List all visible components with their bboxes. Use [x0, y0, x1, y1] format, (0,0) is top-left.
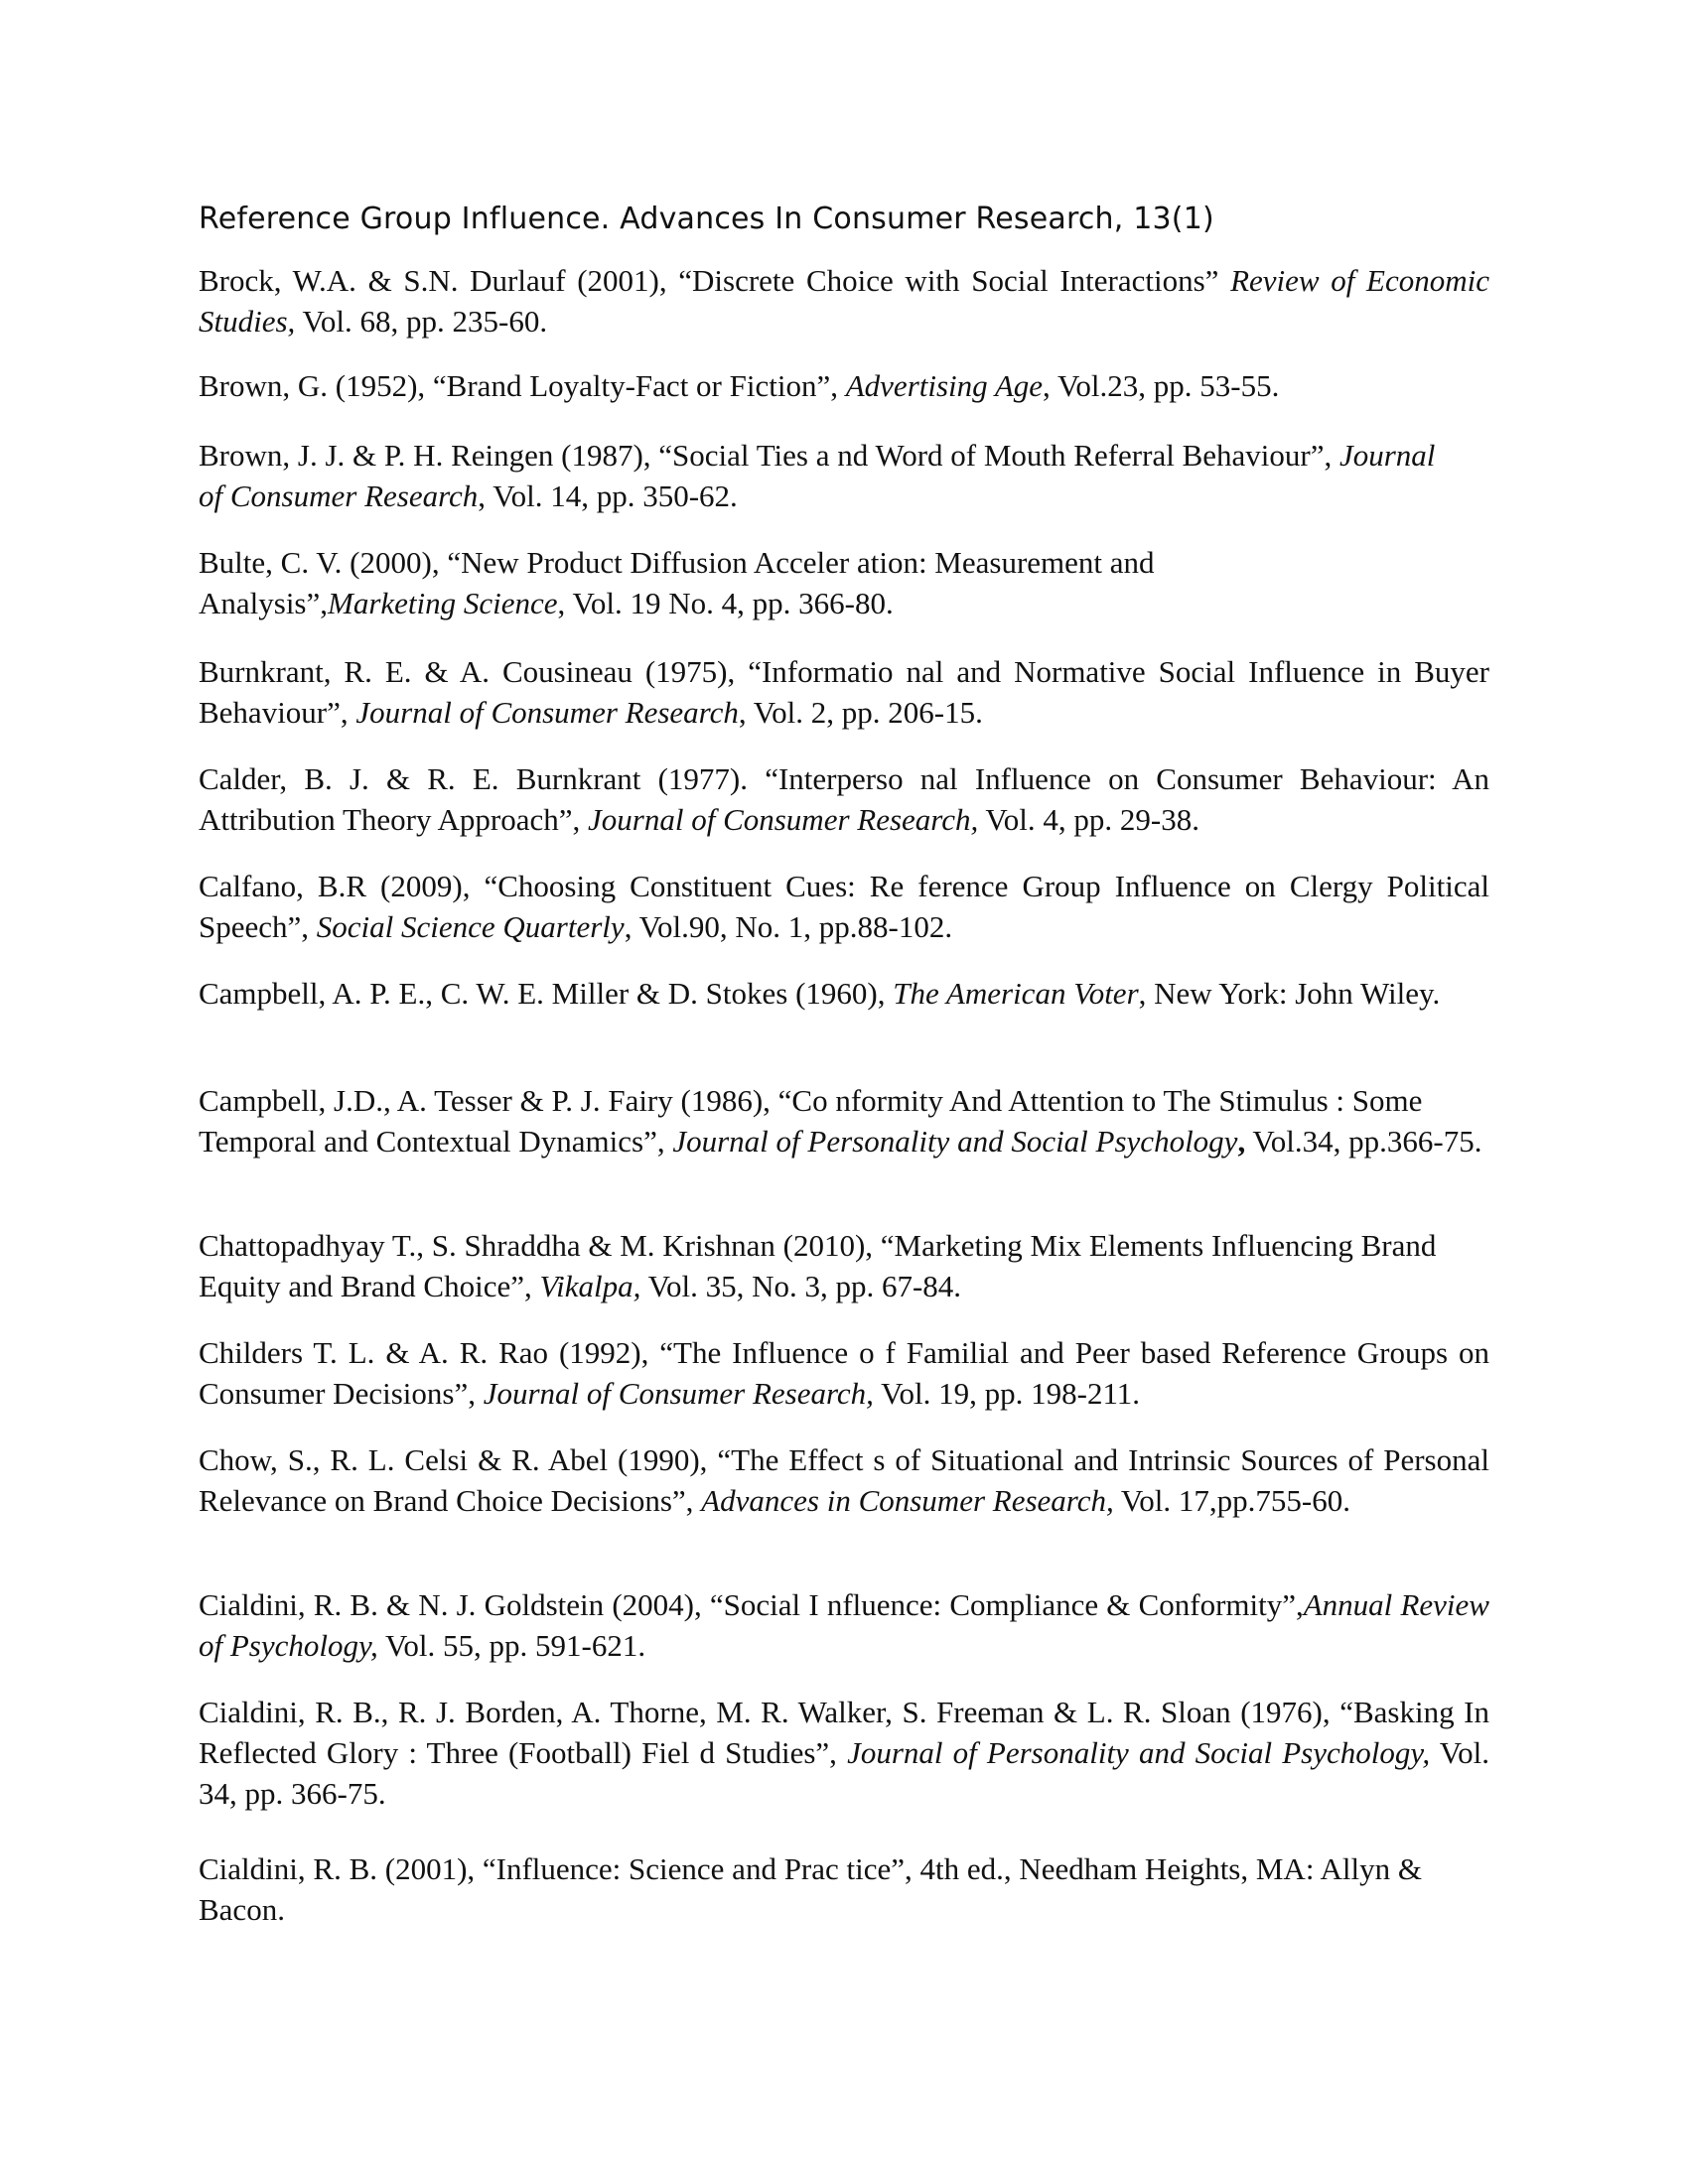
reference-entry: Brock, W.A. & S.N. Durlauf (2001), “Discrete Choice with Social Interactions” Review of Economic Studies, Vol. 68, pp. 235-60.: [199, 263, 1489, 339]
journal-title: Journal of Consumer Research,: [483, 1376, 874, 1411]
journal-title: Journal of Personality and Social Psychology: [672, 1124, 1238, 1159]
reference-entry: Calder, B. J. & R. E. Burnkrant (1977). “Interperso nal Influence on Consumer Behaviour: An Attribution Theory Approach”, Journal of Consumer Research, Vol. 4, pp. 29-38.: [199, 761, 1489, 837]
journal-title: The American Voter: [893, 976, 1139, 1011]
journal-title: Vikalpa,: [539, 1269, 641, 1303]
reference-entry: Calfano, B.R (2009), “Choosing Constituent Cues: Re ference Group Influence on Clergy Political Speech”, Social Science Quarterly, Vol.90, No. 1, pp.88-102.: [199, 869, 1489, 944]
reference-entry: Bulte, C. V. (2000), “New Product Diffusion Acceler ation: Measurement and Analysis”,Marketing Science, Vol. 19 No. 4, pp. 366-80.: [199, 545, 1155, 620]
journal-title: Review of Economic Studies,: [199, 263, 1489, 339]
reference-entry: Childers T. L. & A. R. Rao (1992), “The Influence o f Familial and Peer based Reference Groups on Consumer Decisions”, Journal of Consumer Research, Vol. 19, pp. 198-211.: [199, 1335, 1489, 1411]
journal-title: Advances in Consumer Research,: [701, 1483, 1114, 1518]
reference-entry: Brown, G. (1952), “Brand Loyalty-Fact or Fiction”, Advertising Age, Vol.23, pp. 53-55.: [199, 368, 1280, 403]
reference-entry: Brown, J. J. & P. H. Reingen (1987), “Social Ties a nd Word of Mouth Referral Behaviour”, Journal of Consumer Research, Vol. 14, pp. 350-62.: [199, 438, 1436, 513]
reference-entry: Campbell, A. P. E., C. W. E. Miller & D. Stokes (1960), The American Voter, New York: John Wiley.: [199, 976, 1441, 1011]
reference-entry: Burnkrant, R. E. & A. Cousineau (1975), “Informatio nal and Normative Social Influence in Buyer Behaviour”, Journal of Consumer Research, Vol. 2, pp. 206-15.: [199, 654, 1489, 730]
reference-entry: Chow, S., R. L. Celsi & R. Abel (1990), “The Effect s of Situational and Intrinsic Sources of Personal Relevance on Brand Choice Decisions”, Advances in Consumer Research, Vol. 17,pp.755-60.: [199, 1442, 1489, 1518]
reference-entry: Cialdini, R. B. & N. J. Goldstein (2004), “Social I nfluence: Compliance & Conformity”,Annual Review of Psychology, Vol. 55, pp. 591-621.: [199, 1587, 1489, 1663]
continued-reference-line: Reference Group Influence. Advances In Consumer Research, 13(1): [199, 202, 1214, 236]
reference-entry: Chattopadhyay T., S. Shraddha & M. Krishnan (2010), “Marketing Mix Elements Influencing Brand Equity and Brand Choice”, Vikalpa, Vol. 35, No. 3, pp. 67-84.: [199, 1228, 1437, 1303]
journal-title: Advertising Age: [845, 368, 1044, 403]
journal-title: Journal of Personality and Social Psychology,: [847, 1735, 1431, 1770]
journal-title: Social Science Quarterly: [316, 909, 625, 944]
reference-entry: Cialdini, R. B. (2001), “Influence: Science and Prac tice”, 4th ed., Needham Heights, MA: Allyn & Bacon.: [199, 1851, 1422, 1927]
journal-title: Journal of Consumer Research: [199, 438, 1436, 513]
reference-entry: Campbell, J.D., A. Tesser & P. J. Fairy (1986), “Co nformity And Attention to The Stimulus : Some Temporal and Contextual Dynamics”, Journal of Personality and Social Psychology, Vol.34, pp.366-75.: [199, 1083, 1482, 1159]
journal-title: Journal of Consumer Research: [355, 695, 739, 730]
journal-title: Marketing Science: [328, 586, 558, 620]
journal-title: Annual Review of Psychology,: [199, 1587, 1489, 1663]
journal-title: Journal of Consumer Research,: [588, 802, 979, 837]
reference-entry: Cialdini, R. B., R. J. Borden, A. Thorne, M. R. Walker, S. Freeman & L. R. Sloan (1976), “Basking In Reflected Glory : Three (Football) Fiel d Studies”, Journal of Personality and Social Psychology, Vol. 34, pp. 366-75.: [199, 1695, 1489, 1811]
